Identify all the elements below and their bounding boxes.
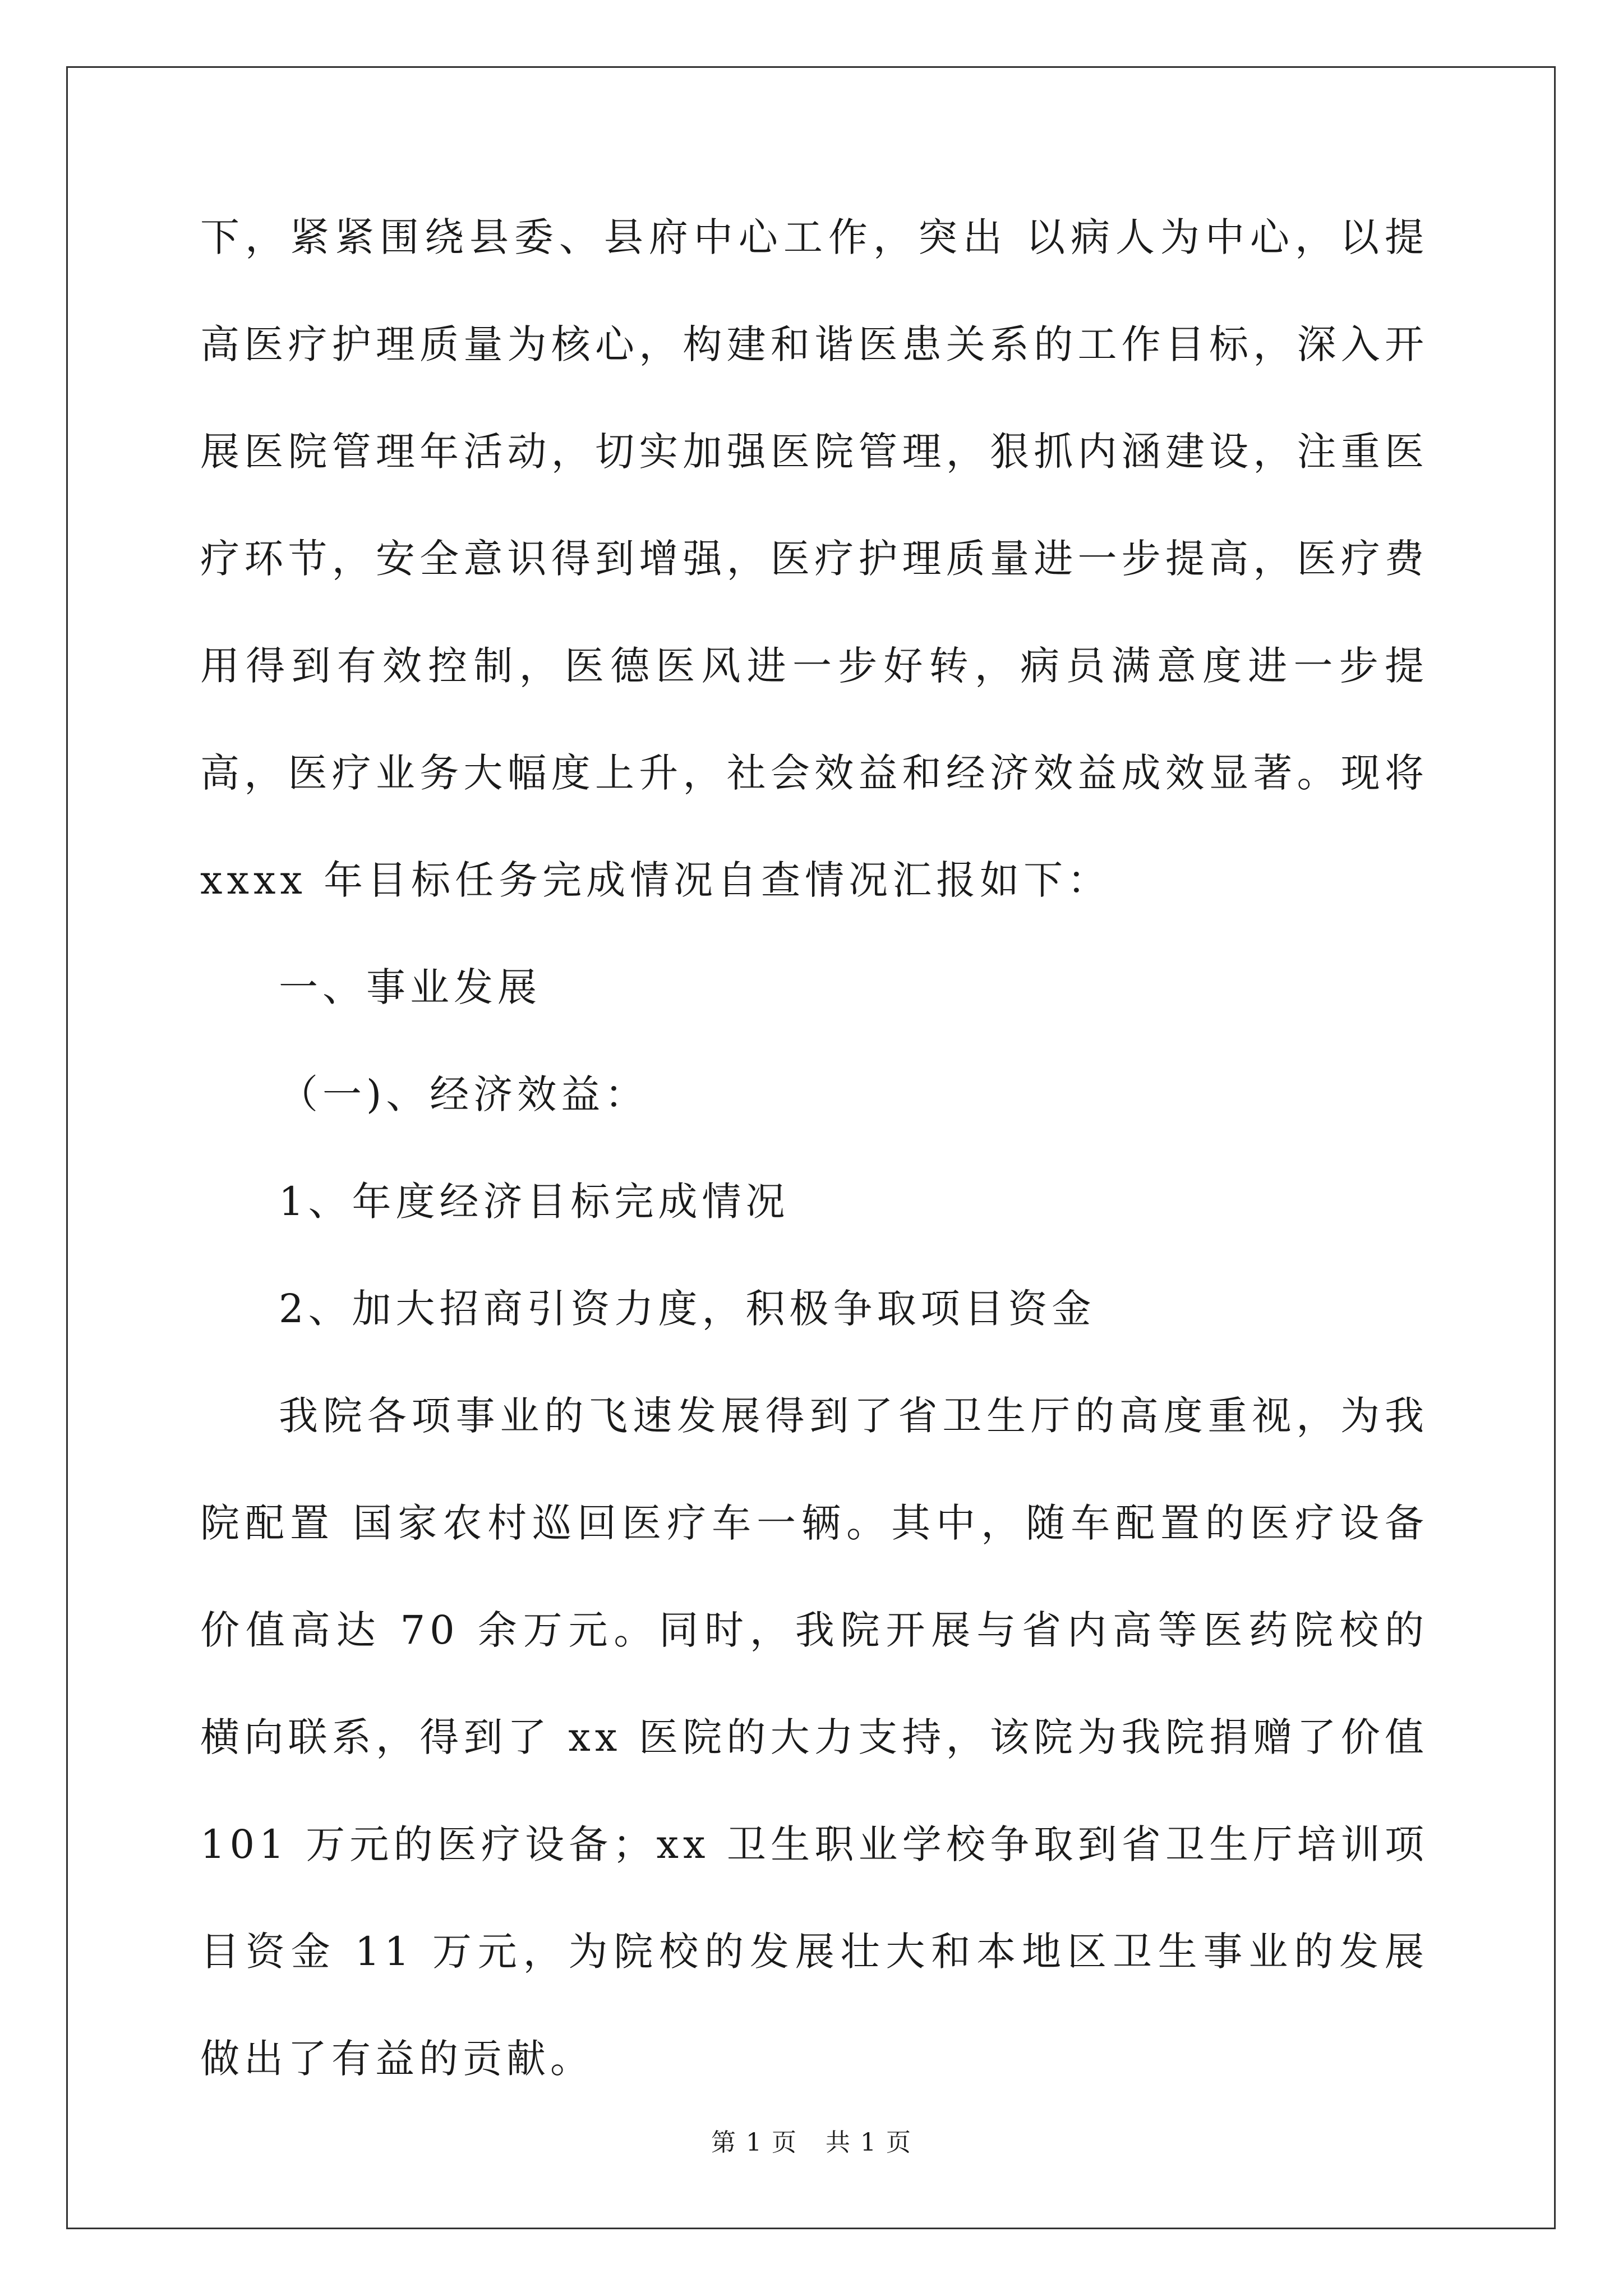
- list-item-investment: 2、加大招商引资力度，积极争取项目资金: [279, 1286, 1096, 1332]
- page-total: 共 1 页: [826, 2128, 912, 2157]
- page-footer: [0, 2126, 1623, 2160]
- subsection-heading-economic-benefit: （一)、经济效益：: [279, 1071, 649, 1117]
- list-item-annual-target: 1、年度经济目标完成情况: [279, 1179, 790, 1225]
- paragraph-intro: 下，紧紧围绕县委、县府中心工作，突出 以病人为中心，以提高医疗护理质量为核心，构建和谐医患关系的工作目标，深入开展医院管理年活动，切实加强医院管理，狠抓内涵建设，注重医疗环节，安全意识得到增强，医疗护理质量进一步提高，医疗费用得到有效控制，医德医风进一步好转，病员满意度进一步提高，医疗业务大幅度上升，社会效益和经济效益成效显著。现将 xxxx 年目标任务完成情况自查情况汇报如下：: [200, 214, 1428, 903]
- document-body: [200, 184, 1428, 2113]
- page-number: 第 1 页: [711, 2128, 797, 2157]
- section-heading-business-development: 一、事业发展: [279, 964, 541, 1010]
- paragraph-equipment-funding: 我院各项事业的飞速发展得到了省卫生厅的高度重视，为我院配置 国家农村巡回医疗车一辆。其中，随车配置的医疗设备价值高达 70 余万元。同时，我院开展与省内高等医药院校的横向联系，得到了 xx 医院的大力支持，该院为我院捐赠了价值 101 万元的医疗设备；xx 卫生职业学校争取到省卫生厅培训项目资金 11 万元，为院校的发展壮大和本地区卫生事业的发展做出了有益的贡献。: [200, 1393, 1428, 2082]
